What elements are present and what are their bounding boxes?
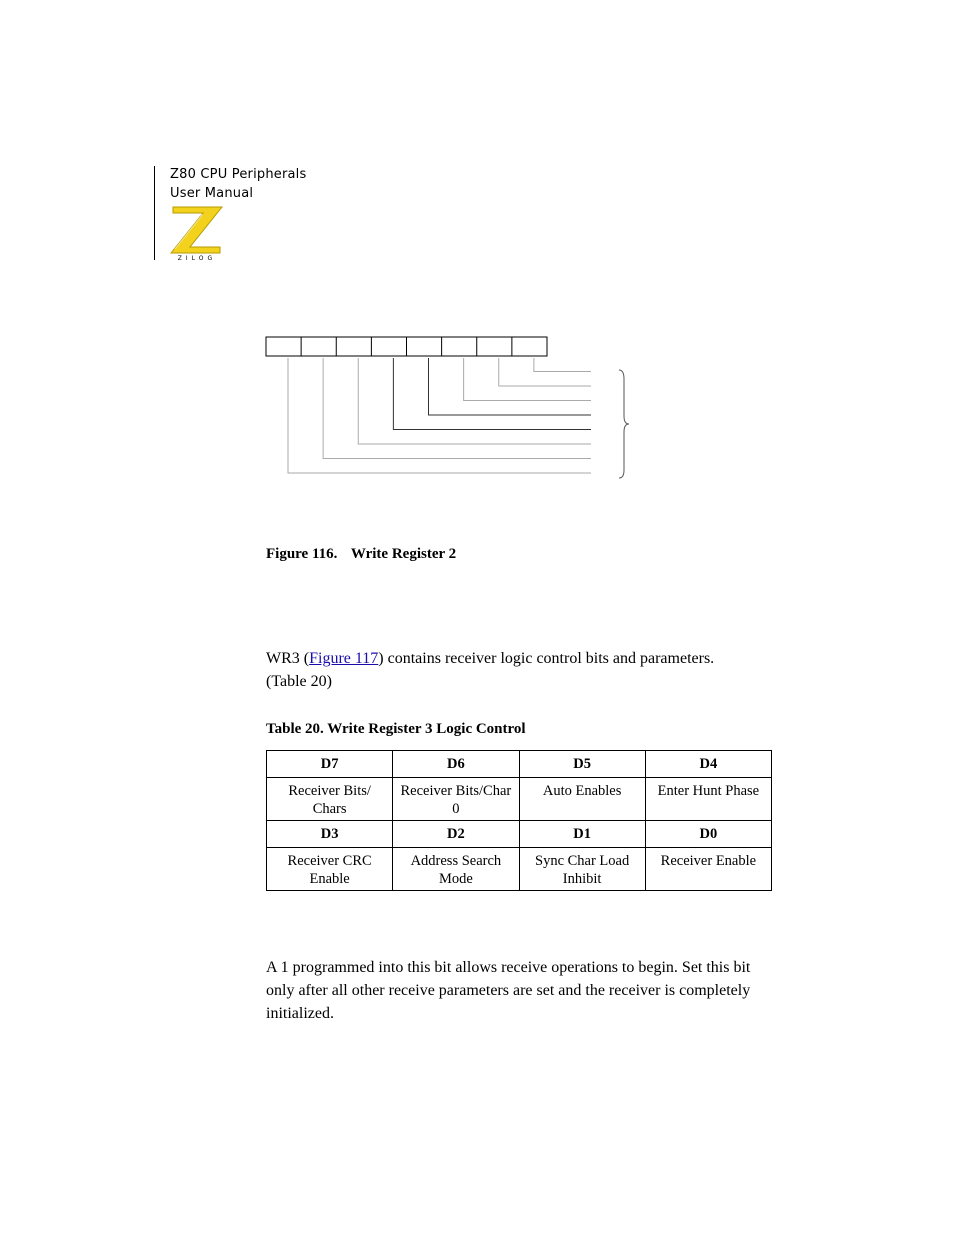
cell-line: Address Search xyxy=(410,853,502,869)
table-header-row xyxy=(267,751,772,778)
zilog-logo xyxy=(170,205,224,261)
table-row xyxy=(267,848,772,891)
cell-line: 0 xyxy=(452,801,460,817)
bit-function-cell xyxy=(519,778,645,821)
bit-function-cell xyxy=(393,848,519,891)
bit-header-cell: D6 xyxy=(393,751,519,778)
intro-text-1: WR3 ( xyxy=(266,650,310,667)
table-header-row xyxy=(267,821,772,848)
body-line-1: A 1 programmed into this bit allows receive operations to begin. Set this bit xyxy=(266,959,751,976)
cell-line: Mode xyxy=(438,871,473,887)
bit-header-cell: D2 xyxy=(393,821,519,848)
bit-leader-line xyxy=(534,358,591,372)
header-rule xyxy=(154,166,155,260)
running-header xyxy=(170,165,306,203)
body-line-2: only after all other receive parameters are set and the receiver is completely xyxy=(266,982,751,999)
bit-header-cell: D4 xyxy=(645,751,771,778)
figure-title: Write Register 2 xyxy=(350,546,457,562)
bit-function-cell xyxy=(645,778,771,821)
logo-wordmark: ZILOG xyxy=(177,255,217,261)
bit-header-cell: D0 xyxy=(645,821,771,848)
cell-line: Receiver Bits/ xyxy=(288,783,371,799)
cell-line: Auto Enables xyxy=(542,783,622,799)
cell-line: Chars xyxy=(312,801,347,817)
write-register-2-diagram xyxy=(262,334,642,484)
header-title: Z80 CPU Peripherals xyxy=(170,167,307,182)
logic-control-table xyxy=(266,750,772,891)
cell-line: Receiver Enable xyxy=(660,853,757,869)
bit-leader-line xyxy=(323,358,591,459)
bit-leader-line xyxy=(464,358,591,401)
cell-line: Enter Hunt Phase xyxy=(657,783,760,799)
receiver-enable-paragraph xyxy=(266,956,776,1025)
bit-function-cell xyxy=(267,848,393,891)
bit-header-cell: D3 xyxy=(267,821,393,848)
cell-line: Inhibit xyxy=(562,871,602,887)
body-line-3: initialized. xyxy=(266,1005,334,1022)
bit-header-cell: D7 xyxy=(267,751,393,778)
bit-header-cell: D1 xyxy=(519,821,645,848)
bit-function-cell xyxy=(393,778,519,821)
intro-paragraph xyxy=(266,647,776,693)
table-caption: Table 20. Write Register 3 Logic Control xyxy=(266,721,526,737)
cell-line: Receiver Bits/Char xyxy=(400,783,512,799)
bit-function-cell xyxy=(645,848,771,891)
header-subtitle: User Manual xyxy=(170,186,254,201)
cell-line: Receiver CRC xyxy=(287,853,372,869)
figure-number: Figure 116. xyxy=(266,546,338,562)
grouping-brace xyxy=(619,370,629,478)
intro-text-3: (Table 20) xyxy=(266,673,332,690)
intro-text-2: ) contains receiver logic control bits and parameters. xyxy=(378,650,715,667)
bit-leader-line xyxy=(393,358,591,430)
table-row xyxy=(267,778,772,821)
bit-function-cell xyxy=(519,848,645,891)
figure-caption xyxy=(266,546,456,563)
bit-function-cell xyxy=(267,778,393,821)
cell-line: Enable xyxy=(309,871,350,887)
cell-line: Sync Char Load xyxy=(535,853,630,869)
bit-header-cell: D5 xyxy=(519,751,645,778)
figure-117-link[interactable]: Figure 117 xyxy=(309,650,379,667)
